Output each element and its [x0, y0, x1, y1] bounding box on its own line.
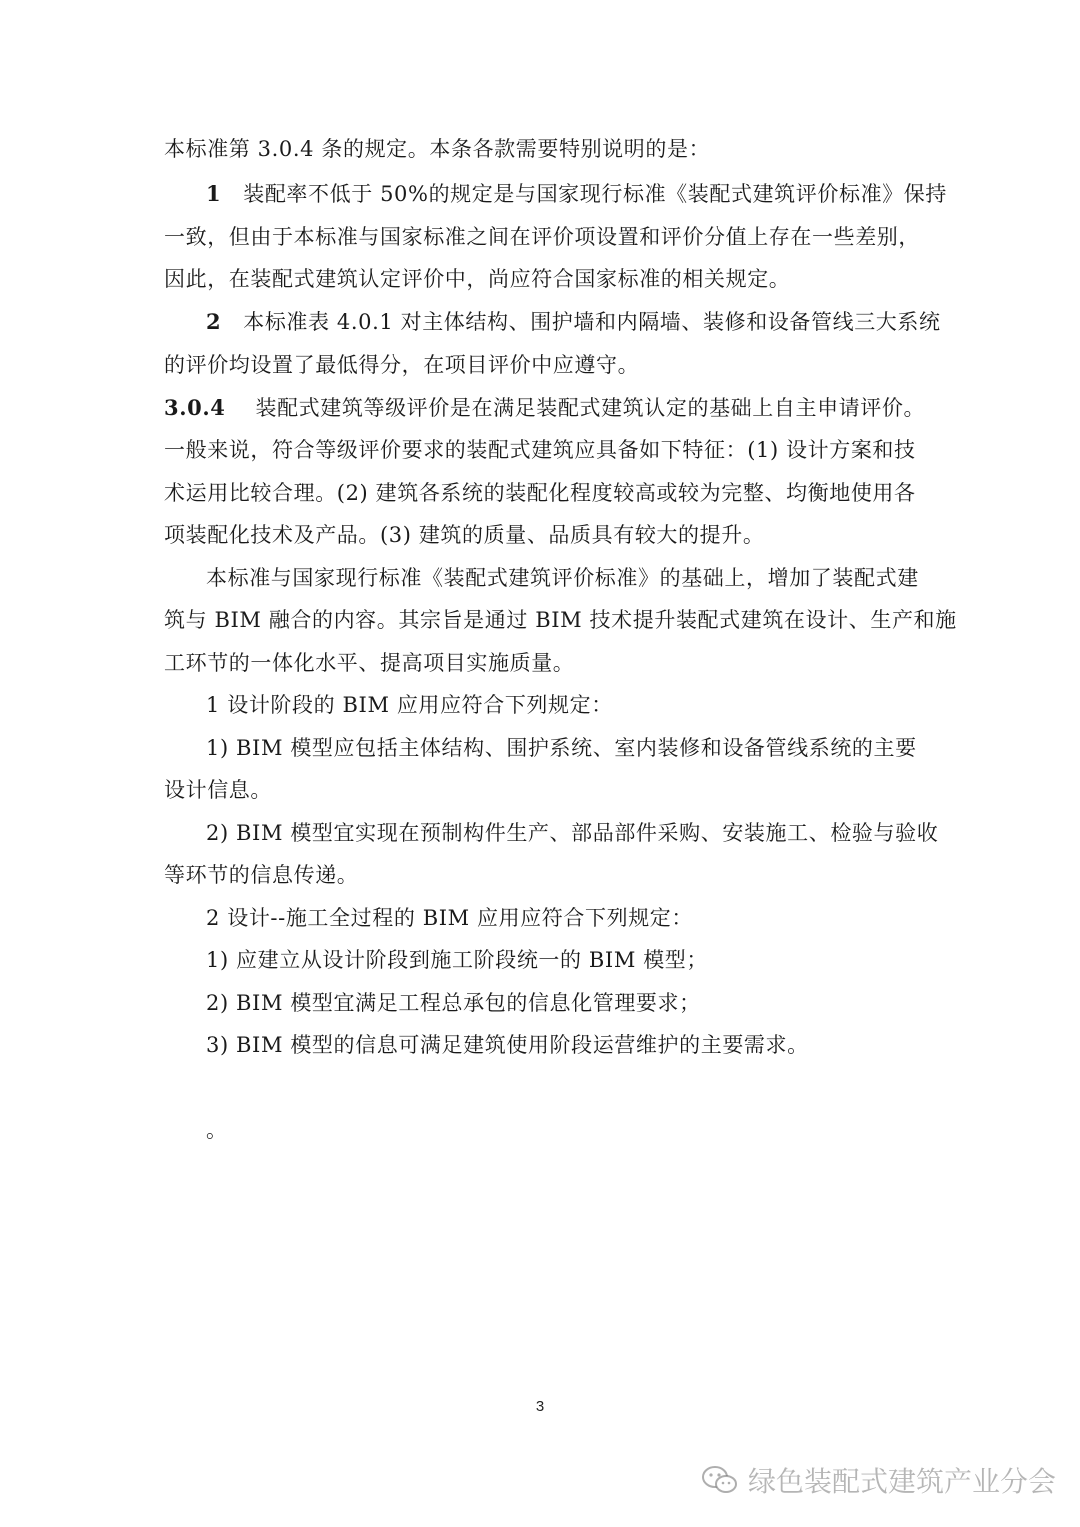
text-line: 1) BIM 模型应包括主体结构、围护系统、室内装修和设备管线系统的主要 — [206, 736, 917, 760]
text-line: 项装配化技术及产品。(3) 建筑的质量、品质具有较大的提升。 — [164, 523, 765, 547]
clause-text: 本标准表 4.0.1 对主体结构、围护墙和内隔墙、装修和设备管线三大系统 — [243, 310, 941, 334]
text-line: 设计信息。 — [164, 778, 272, 802]
wechat-icon — [700, 1463, 740, 1497]
page-number: 3 — [535, 1398, 545, 1415]
text-line: 术运用比较合理。(2) 建筑各系统的装配化程度较高或较为完整、均衡地使用各 — [164, 481, 916, 505]
text-line: 工环节的一体化水平、提高项目实施质量。 — [164, 651, 575, 675]
clause-line — [206, 307, 941, 337]
text-line: 2) BIM 模型宜实现在预制构件生产、部品部件采购、安装施工、检验与验收 — [206, 821, 939, 845]
clause-line — [206, 179, 947, 209]
section-number: 3.0.4 — [164, 395, 226, 420]
clause-text: 装配率不低于 50%的规定是与国家现行标准《装配式建筑评价标准》保持 — [243, 182, 947, 206]
section-line — [164, 393, 925, 423]
text-line: 1) 应建立从设计阶段到施工阶段统一的 BIM 模型； — [206, 948, 709, 972]
text-line: 本标准与国家现行标准《装配式建筑评价标准》的基础上，增加了装配式建 — [206, 566, 919, 590]
section-text: 装配式建筑等级评价是在满足装配式建筑认定的基础上自主申请评价。 — [255, 396, 926, 420]
text-line: 的评价均设置了最低得分，在项目评价中应遵守。 — [164, 353, 640, 377]
text-line: 1 设计阶段的 BIM 应用应符合下列规定： — [206, 693, 613, 717]
text-line: 等环节的信息传递。 — [164, 863, 359, 887]
text-line: 2) BIM 模型宜满足工程总承包的信息化管理要求； — [206, 991, 701, 1015]
clause-number: 2 — [206, 309, 222, 334]
text-line: 筑与 BIM 融合的内容。其宗旨是通过 BIM 技术提升装配式建筑在设计、生产和施 — [164, 608, 957, 632]
text-line: 2 设计--施工全过程的 BIM 应用应符合下列规定： — [206, 906, 694, 930]
text-line: 一致，但由于本标准与国家标准之间在评价项设置和评价分值上存在一些差别， — [164, 225, 920, 249]
text-line: 一般来说，符合等级评价要求的装配式建筑应具备如下特征：(1) 设计方案和技 — [164, 438, 916, 462]
clause-number: 1 — [206, 181, 222, 206]
watermark-text: 绿色装配式建筑产业分会 — [748, 1465, 1057, 1498]
text-line: 。 — [206, 1118, 228, 1142]
watermark — [700, 1456, 1056, 1504]
text-line: 因此，在装配式建筑认定评价中，尚应符合国家标准的相关规定。 — [164, 267, 791, 291]
text-line: 本标准第 3.0.4 条的规定。本条各款需要特别说明的是： — [164, 137, 711, 161]
text-line: 3) BIM 模型的信息可满足建筑使用阶段运营维护的主要需求。 — [206, 1033, 809, 1057]
